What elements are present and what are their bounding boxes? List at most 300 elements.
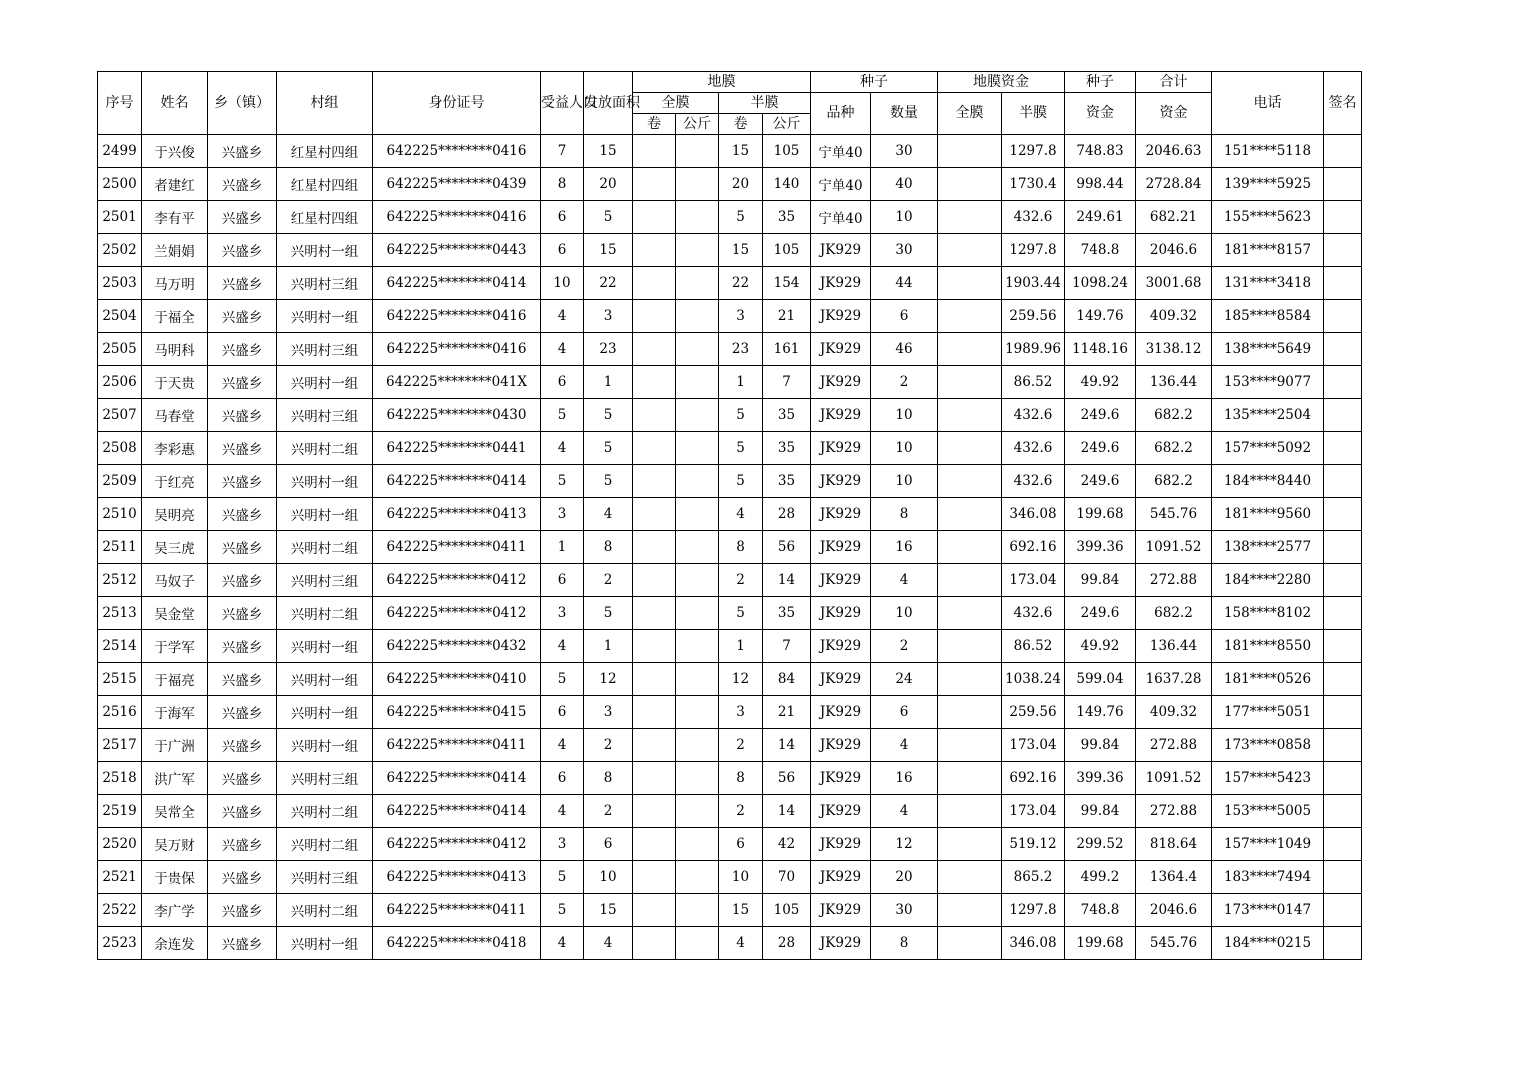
cell-seq: 2510	[98, 498, 142, 531]
cell-full-kg	[676, 300, 719, 333]
cell-signature	[1324, 630, 1362, 663]
cell-area: 8	[584, 531, 633, 564]
cell-variety: JK929	[811, 795, 871, 828]
cell-half-roll: 15	[719, 894, 763, 927]
cell-id-number: 642225********0418	[373, 927, 541, 960]
cell-half-roll: 22	[719, 267, 763, 300]
cell-people: 5	[541, 399, 584, 432]
cell-half-fund: 173.04	[1002, 564, 1065, 597]
table-row	[98, 828, 1362, 861]
cell-seq: 2499	[98, 135, 142, 168]
cell-total-fund: 409.32	[1136, 300, 1212, 333]
header-film-fund: 地膜资金	[938, 72, 1065, 93]
cell-village: 兴明村二组	[277, 795, 373, 828]
cell-variety: JK929	[811, 861, 871, 894]
cell-total-fund: 3138.12	[1136, 333, 1212, 366]
cell-people: 3	[541, 597, 584, 630]
cell-signature	[1324, 597, 1362, 630]
cell-half-roll: 4	[719, 927, 763, 960]
cell-half-kg: 56	[763, 531, 811, 564]
cell-seq: 2521	[98, 861, 142, 894]
cell-half-roll: 15	[719, 234, 763, 267]
cell-phone: 157****5423	[1212, 762, 1324, 795]
cell-id-number: 642225********0441	[373, 432, 541, 465]
cell-seq: 2507	[98, 399, 142, 432]
cell-area: 3	[584, 300, 633, 333]
cell-full-roll	[633, 597, 676, 630]
cell-id-number: 642225********0416	[373, 300, 541, 333]
cell-full-roll	[633, 828, 676, 861]
cell-village: 兴明村一组	[277, 630, 373, 663]
table-row	[98, 531, 1362, 564]
cell-qty: 10	[871, 201, 938, 234]
header-full-fund: 全膜	[938, 93, 1002, 135]
cell-half-kg: 21	[763, 300, 811, 333]
cell-area: 3	[584, 696, 633, 729]
cell-variety: JK929	[811, 498, 871, 531]
cell-full-kg	[676, 564, 719, 597]
cell-half-roll: 2	[719, 729, 763, 762]
cell-id-number: 642225********0412	[373, 828, 541, 861]
cell-qty: 46	[871, 333, 938, 366]
cell-half-fund: 432.6	[1002, 597, 1065, 630]
cell-half-fund: 259.56	[1002, 696, 1065, 729]
header-half-fund: 半膜	[1002, 93, 1065, 135]
cell-phone: 181****8157	[1212, 234, 1324, 267]
cell-signature	[1324, 729, 1362, 762]
cell-total-fund: 2728.84	[1136, 168, 1212, 201]
cell-area: 8	[584, 762, 633, 795]
cell-half-roll: 5	[719, 597, 763, 630]
cell-name: 者建红	[142, 168, 208, 201]
table-row	[98, 168, 1362, 201]
cell-half-kg: 7	[763, 630, 811, 663]
cell-half-roll: 5	[719, 201, 763, 234]
cell-people: 5	[541, 894, 584, 927]
cell-full-roll	[633, 399, 676, 432]
table-row	[98, 927, 1362, 960]
cell-full-kg	[676, 399, 719, 432]
cell-name: 兰娟娟	[142, 234, 208, 267]
table-row	[98, 300, 1362, 333]
cell-full-fund	[938, 300, 1002, 333]
cell-signature	[1324, 927, 1362, 960]
cell-seq: 2504	[98, 300, 142, 333]
cell-qty: 8	[871, 498, 938, 531]
cell-seq: 2515	[98, 663, 142, 696]
cell-full-kg	[676, 531, 719, 564]
header-phone: 电话	[1212, 72, 1324, 135]
header-area: 发放面积	[584, 72, 633, 135]
cell-qty: 2	[871, 366, 938, 399]
cell-seq: 2501	[98, 201, 142, 234]
cell-town: 兴盛乡	[208, 828, 277, 861]
cell-village: 兴明村一组	[277, 663, 373, 696]
cell-phone: 184****0215	[1212, 927, 1324, 960]
cell-half-kg: 7	[763, 366, 811, 399]
cell-half-fund: 1903.44	[1002, 267, 1065, 300]
cell-people: 4	[541, 630, 584, 663]
cell-people: 6	[541, 762, 584, 795]
table-row	[98, 762, 1362, 795]
cell-half-fund: 86.52	[1002, 630, 1065, 663]
cell-total-fund: 682.2	[1136, 399, 1212, 432]
cell-full-kg	[676, 465, 719, 498]
cell-town: 兴盛乡	[208, 498, 277, 531]
cell-qty: 2	[871, 630, 938, 663]
cell-people: 6	[541, 201, 584, 234]
cell-phone: 155****5623	[1212, 201, 1324, 234]
table-row	[98, 234, 1362, 267]
cell-phone: 184****2280	[1212, 564, 1324, 597]
cell-seq: 2523	[98, 927, 142, 960]
cell-area: 1	[584, 630, 633, 663]
cell-village: 兴明村一组	[277, 234, 373, 267]
cell-half-roll: 23	[719, 333, 763, 366]
cell-people: 8	[541, 168, 584, 201]
cell-full-roll	[633, 201, 676, 234]
cell-full-kg	[676, 234, 719, 267]
cell-seq: 2522	[98, 894, 142, 927]
cell-qty: 16	[871, 531, 938, 564]
cell-half-roll: 12	[719, 663, 763, 696]
cell-total-fund: 136.44	[1136, 630, 1212, 663]
cell-full-roll	[633, 135, 676, 168]
cell-town: 兴盛乡	[208, 762, 277, 795]
cell-variety: JK929	[811, 300, 871, 333]
cell-people: 3	[541, 828, 584, 861]
cell-town: 兴盛乡	[208, 432, 277, 465]
cell-full-fund	[938, 597, 1002, 630]
cell-half-kg: 161	[763, 333, 811, 366]
cell-half-roll: 10	[719, 861, 763, 894]
cell-phone: 184****8440	[1212, 465, 1324, 498]
cell-full-fund	[938, 465, 1002, 498]
cell-variety: JK929	[811, 531, 871, 564]
cell-seed-fund: 748.8	[1065, 894, 1136, 927]
header-seed: 种子	[811, 72, 938, 93]
cell-village: 兴明村二组	[277, 828, 373, 861]
cell-half-fund: 1989.96	[1002, 333, 1065, 366]
cell-phone: 158****8102	[1212, 597, 1324, 630]
cell-seed-fund: 299.52	[1065, 828, 1136, 861]
cell-full-roll	[633, 366, 676, 399]
table-header	[98, 72, 1362, 135]
cell-town: 兴盛乡	[208, 564, 277, 597]
cell-half-roll: 1	[719, 366, 763, 399]
cell-phone: 181****8550	[1212, 630, 1324, 663]
cell-half-roll: 5	[719, 399, 763, 432]
cell-id-number: 642225********0414	[373, 762, 541, 795]
cell-qty: 44	[871, 267, 938, 300]
cell-qty: 4	[871, 729, 938, 762]
header-sign: 签名	[1324, 72, 1362, 135]
cell-area: 10	[584, 861, 633, 894]
cell-qty: 20	[871, 861, 938, 894]
cell-full-fund	[938, 894, 1002, 927]
table-row	[98, 432, 1362, 465]
cell-qty: 6	[871, 696, 938, 729]
cell-phone: 173****0147	[1212, 894, 1324, 927]
cell-full-roll	[633, 168, 676, 201]
cell-full-roll	[633, 333, 676, 366]
cell-people: 5	[541, 465, 584, 498]
table-row	[98, 399, 1362, 432]
cell-variety: 宁单40	[811, 135, 871, 168]
cell-half-roll: 15	[719, 135, 763, 168]
cell-full-fund	[938, 663, 1002, 696]
cell-qty: 10	[871, 597, 938, 630]
cell-half-kg: 140	[763, 168, 811, 201]
cell-signature	[1324, 267, 1362, 300]
cell-half-roll: 8	[719, 531, 763, 564]
cell-full-roll	[633, 630, 676, 663]
cell-area: 2	[584, 729, 633, 762]
cell-town: 兴盛乡	[208, 597, 277, 630]
cell-full-fund	[938, 234, 1002, 267]
cell-half-roll: 5	[719, 432, 763, 465]
cell-id-number: 642225********0416	[373, 333, 541, 366]
cell-half-kg: 35	[763, 201, 811, 234]
header-id: 身份证号	[373, 72, 541, 135]
cell-half-kg: 28	[763, 498, 811, 531]
cell-area: 12	[584, 663, 633, 696]
cell-seed-fund: 998.44	[1065, 168, 1136, 201]
cell-area: 2	[584, 795, 633, 828]
cell-village: 兴明村一组	[277, 696, 373, 729]
cell-total-fund: 136.44	[1136, 366, 1212, 399]
cell-full-kg	[676, 135, 719, 168]
cell-people: 4	[541, 795, 584, 828]
cell-signature	[1324, 300, 1362, 333]
cell-town: 兴盛乡	[208, 168, 277, 201]
cell-id-number: 642225********0443	[373, 234, 541, 267]
cell-seed-fund: 249.6	[1065, 399, 1136, 432]
cell-total-fund: 1364.4	[1136, 861, 1212, 894]
cell-seed-fund: 748.8	[1065, 234, 1136, 267]
cell-village: 兴明村三组	[277, 762, 373, 795]
cell-full-roll	[633, 663, 676, 696]
cell-full-roll	[633, 564, 676, 597]
cell-people: 4	[541, 432, 584, 465]
header-name: 姓名	[142, 72, 208, 135]
cell-full-roll	[633, 432, 676, 465]
cell-full-roll	[633, 861, 676, 894]
cell-half-fund: 1730.4	[1002, 168, 1065, 201]
cell-seq: 2508	[98, 432, 142, 465]
cell-seq: 2506	[98, 366, 142, 399]
cell-id-number: 642225********0415	[373, 696, 541, 729]
cell-total-fund: 545.76	[1136, 927, 1212, 960]
cell-name: 马万明	[142, 267, 208, 300]
cell-village: 兴明村二组	[277, 597, 373, 630]
cell-full-fund	[938, 432, 1002, 465]
header-half-kg: 公斤	[763, 114, 811, 135]
cell-full-kg	[676, 168, 719, 201]
cell-full-fund	[938, 696, 1002, 729]
cell-total-fund: 3001.68	[1136, 267, 1212, 300]
cell-full-kg	[676, 795, 719, 828]
cell-village: 红星村四组	[277, 201, 373, 234]
table-row	[98, 564, 1362, 597]
cell-full-kg	[676, 696, 719, 729]
cell-full-roll	[633, 267, 676, 300]
cell-people: 6	[541, 564, 584, 597]
cell-town: 兴盛乡	[208, 531, 277, 564]
cell-name: 李广学	[142, 894, 208, 927]
cell-full-kg	[676, 267, 719, 300]
cell-phone: 135****2504	[1212, 399, 1324, 432]
cell-full-fund	[938, 762, 1002, 795]
cell-phone: 138****2577	[1212, 531, 1324, 564]
cell-half-fund: 432.6	[1002, 465, 1065, 498]
cell-people: 6	[541, 696, 584, 729]
cell-half-fund: 432.6	[1002, 432, 1065, 465]
cell-seq: 2518	[98, 762, 142, 795]
cell-half-fund: 86.52	[1002, 366, 1065, 399]
cell-total-fund: 682.2	[1136, 597, 1212, 630]
cell-total-fund: 682.2	[1136, 432, 1212, 465]
cell-half-roll: 8	[719, 762, 763, 795]
cell-seq: 2512	[98, 564, 142, 597]
cell-phone: 153****9077	[1212, 366, 1324, 399]
cell-seq: 2516	[98, 696, 142, 729]
cell-seed-fund: 249.61	[1065, 201, 1136, 234]
cell-name: 马奴子	[142, 564, 208, 597]
cell-name: 马明科	[142, 333, 208, 366]
cell-name: 于海军	[142, 696, 208, 729]
header-total-top: 合计	[1136, 72, 1212, 93]
cell-full-kg	[676, 762, 719, 795]
cell-half-fund: 173.04	[1002, 729, 1065, 762]
cell-town: 兴盛乡	[208, 894, 277, 927]
cell-full-roll	[633, 234, 676, 267]
cell-total-fund: 2046.6	[1136, 894, 1212, 927]
cell-half-fund: 1038.24	[1002, 663, 1065, 696]
table-row	[98, 135, 1362, 168]
cell-id-number: 642225********0416	[373, 201, 541, 234]
cell-seed-fund: 748.83	[1065, 135, 1136, 168]
cell-village: 兴明村二组	[277, 531, 373, 564]
cell-town: 兴盛乡	[208, 267, 277, 300]
subsidy-table	[97, 71, 1362, 960]
cell-half-fund: 1297.8	[1002, 135, 1065, 168]
cell-full-roll	[633, 498, 676, 531]
cell-half-fund: 173.04	[1002, 795, 1065, 828]
cell-people: 4	[541, 300, 584, 333]
cell-half-kg: 56	[763, 762, 811, 795]
cell-phone: 131****3418	[1212, 267, 1324, 300]
cell-phone: 139****5925	[1212, 168, 1324, 201]
cell-name: 吴金堂	[142, 597, 208, 630]
cell-name: 于广洲	[142, 729, 208, 762]
cell-half-kg: 84	[763, 663, 811, 696]
cell-seed-fund: 49.92	[1065, 366, 1136, 399]
cell-village: 兴明村一组	[277, 498, 373, 531]
cell-full-kg	[676, 663, 719, 696]
cell-half-fund: 692.16	[1002, 531, 1065, 564]
cell-area: 23	[584, 333, 633, 366]
cell-full-fund	[938, 333, 1002, 366]
cell-name: 李彩惠	[142, 432, 208, 465]
cell-id-number: 642225********0416	[373, 135, 541, 168]
cell-signature	[1324, 894, 1362, 927]
table-row	[98, 696, 1362, 729]
cell-village: 红星村四组	[277, 168, 373, 201]
header-total-bottom: 资金	[1136, 93, 1212, 135]
cell-full-fund	[938, 135, 1002, 168]
cell-name: 于学军	[142, 630, 208, 663]
cell-half-fund: 865.2	[1002, 861, 1065, 894]
cell-id-number: 642225********041X	[373, 366, 541, 399]
cell-seq: 2505	[98, 333, 142, 366]
cell-area: 4	[584, 927, 633, 960]
cell-variety: JK929	[811, 399, 871, 432]
cell-name: 余连发	[142, 927, 208, 960]
cell-variety: JK929	[811, 828, 871, 861]
cell-full-kg	[676, 630, 719, 663]
cell-name: 吴明亮	[142, 498, 208, 531]
cell-half-roll: 3	[719, 696, 763, 729]
cell-town: 兴盛乡	[208, 366, 277, 399]
cell-town: 兴盛乡	[208, 300, 277, 333]
header-full: 全膜	[633, 93, 719, 114]
cell-village: 兴明村三组	[277, 564, 373, 597]
cell-town: 兴盛乡	[208, 795, 277, 828]
cell-people: 4	[541, 729, 584, 762]
header-town: 乡（镇）	[208, 72, 277, 135]
cell-qty: 10	[871, 432, 938, 465]
cell-id-number: 642225********0414	[373, 795, 541, 828]
cell-qty: 30	[871, 234, 938, 267]
cell-full-fund	[938, 267, 1002, 300]
cell-seq: 2509	[98, 465, 142, 498]
cell-variety: JK929	[811, 597, 871, 630]
table-row	[98, 201, 1362, 234]
cell-town: 兴盛乡	[208, 630, 277, 663]
cell-variety: JK929	[811, 894, 871, 927]
cell-half-kg: 42	[763, 828, 811, 861]
header-qty: 数量	[871, 93, 938, 135]
header-film: 地膜	[633, 72, 811, 93]
cell-half-kg: 14	[763, 564, 811, 597]
table-body	[98, 135, 1362, 960]
cell-town: 兴盛乡	[208, 729, 277, 762]
cell-id-number: 642225********0411	[373, 894, 541, 927]
cell-town: 兴盛乡	[208, 234, 277, 267]
cell-full-kg	[676, 366, 719, 399]
cell-full-kg	[676, 861, 719, 894]
cell-variety: JK929	[811, 696, 871, 729]
header-full-roll: 卷	[633, 114, 676, 135]
cell-village: 兴明村三组	[277, 861, 373, 894]
cell-area: 5	[584, 399, 633, 432]
cell-phone: 177****5051	[1212, 696, 1324, 729]
cell-phone: 151****5118	[1212, 135, 1324, 168]
cell-full-fund	[938, 168, 1002, 201]
cell-area: 15	[584, 234, 633, 267]
cell-people: 6	[541, 234, 584, 267]
cell-full-roll	[633, 729, 676, 762]
cell-seed-fund: 149.76	[1065, 300, 1136, 333]
cell-total-fund: 272.88	[1136, 564, 1212, 597]
cell-town: 兴盛乡	[208, 465, 277, 498]
table-row	[98, 795, 1362, 828]
cell-signature	[1324, 465, 1362, 498]
cell-id-number: 642225********0412	[373, 564, 541, 597]
cell-total-fund: 272.88	[1136, 729, 1212, 762]
cell-full-roll	[633, 894, 676, 927]
